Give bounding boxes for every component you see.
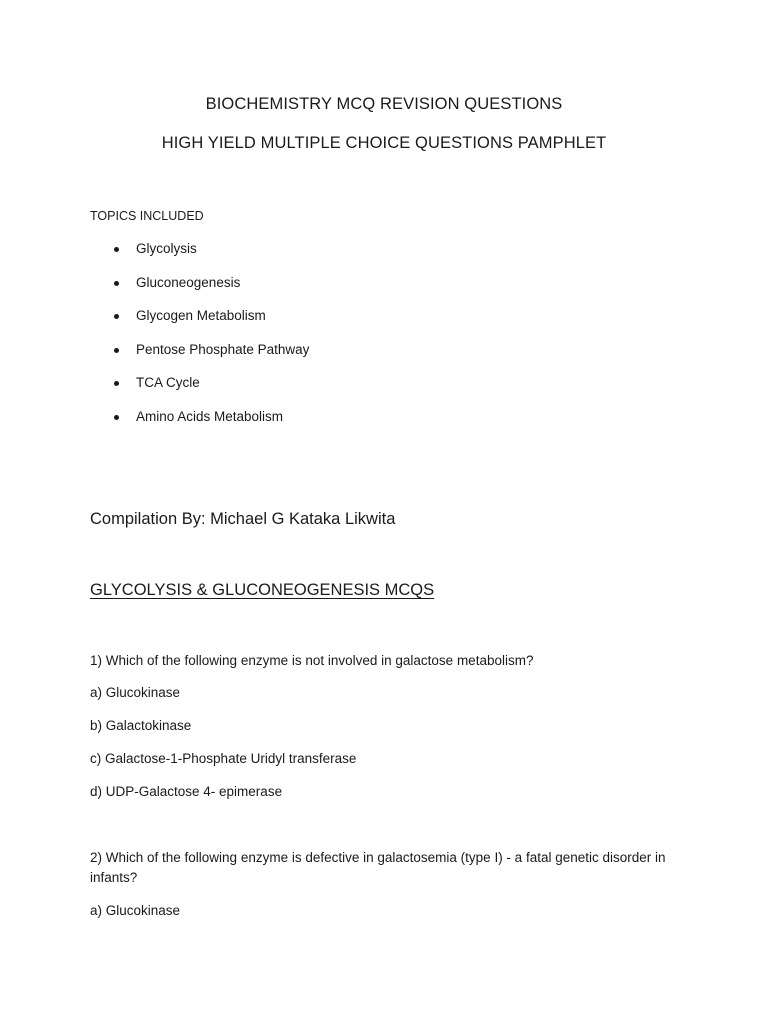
- topic-label: Pentose Phosphate Pathway: [136, 341, 310, 357]
- bullet-icon: [114, 247, 119, 252]
- topic-item-glycolysis: [90, 241, 309, 275]
- topic-item-tca-cycle: [90, 375, 309, 409]
- question-2-text: 2) Which of the following enzyme is defective in galactosemia (type I) - a fatal genetic disorder in infants?: [90, 850, 666, 885]
- compilation-byline: Compilation By: Michael G Kataka Likwita: [90, 510, 396, 528]
- topic-label: Gluconeogenesis: [136, 274, 241, 290]
- topics-list: [90, 241, 309, 443]
- question-1-option-b: b) Galactokinase: [90, 718, 192, 733]
- topic-item-glycogen-metabolism: [90, 308, 309, 342]
- document-title: BIOCHEMISTRY MCQ REVISION QUESTIONS: [205, 95, 563, 113]
- document-subtitle: HIGH YIELD MULTIPLE CHOICE QUESTIONS PAMPHLET: [161, 134, 607, 152]
- bullet-icon: [114, 348, 119, 353]
- topic-label: Glycogen Metabolism: [136, 308, 266, 324]
- topic-item-gluconeogenesis: [90, 275, 309, 309]
- question-2-option-a: a) Glucokinase: [90, 903, 181, 918]
- question-1-text: 1) Which of the following enzyme is not involved in galactose metabolism?: [90, 653, 534, 668]
- topic-label: TCA Cycle: [136, 375, 200, 391]
- topics-heading: TOPICS INCLUDED: [90, 209, 204, 223]
- bullet-icon: [114, 314, 119, 319]
- bullet-icon: [114, 415, 119, 420]
- topic-item-pentose-phosphate-pathway: [90, 342, 309, 376]
- bullet-icon: [114, 381, 119, 386]
- question-1-option-a: a) Glucokinase: [90, 685, 181, 700]
- question-1-option-c: c) Galactose-1-Phosphate Uridyl transferase: [90, 751, 357, 766]
- bullet-icon: [114, 281, 119, 286]
- topic-label: Glycolysis: [136, 241, 197, 256]
- section-heading: GLYCOLYSIS & GLUCONEOGENESIS MCQS: [90, 581, 435, 599]
- topic-item-amino-acids-metabolism: [90, 409, 309, 443]
- topic-label: Amino Acids Metabolism: [136, 408, 284, 424]
- question-1-option-d: d) UDP-Galactose 4- epimerase: [90, 784, 283, 799]
